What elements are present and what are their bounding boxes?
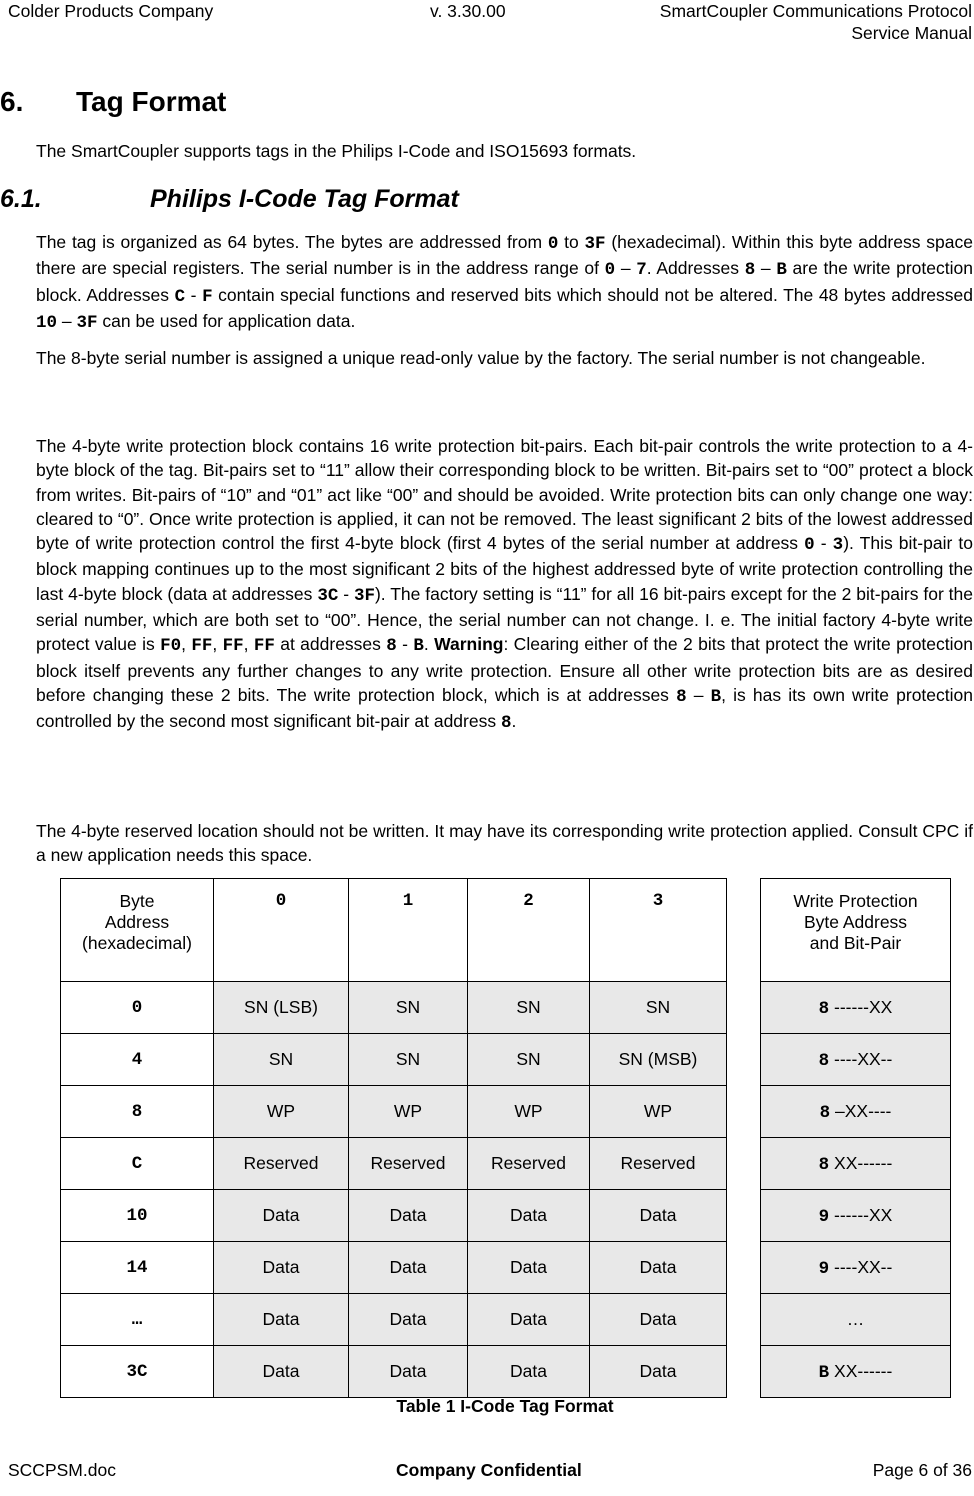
- table-cell: SN: [214, 1034, 349, 1086]
- wp-byte-address: 8: [819, 1102, 831, 1123]
- table-cell: Data: [468, 1242, 590, 1294]
- header-col-2: 2: [468, 879, 590, 982]
- table-cell: SN: [468, 982, 590, 1034]
- row-write-protection: [761, 982, 951, 1034]
- table-cell: Reserved: [349, 1138, 468, 1190]
- wp-bit-pair: ----XX--: [829, 1048, 893, 1069]
- table-cell: Data: [349, 1294, 468, 1346]
- table-row: [61, 1086, 951, 1138]
- wp-bit-pair: ------XX: [829, 996, 893, 1017]
- table-cell: WP: [214, 1086, 349, 1138]
- table-cell: WP: [349, 1086, 468, 1138]
- wp-bit-pair: ------XX: [829, 1204, 893, 1225]
- section-heading: [0, 86, 226, 118]
- paragraph-serial-number: The 8-byte serial number is assigned a unique read-only value by the factory. The serial number is not changeable.: [36, 348, 926, 368]
- table-cell: Data: [214, 1346, 349, 1398]
- footer-page: Page 6 of 36: [872, 1460, 972, 1480]
- wp-bit-pair: XX------: [829, 1152, 893, 1173]
- section-number: 6.: [0, 86, 24, 117]
- table-cell: SN: [590, 982, 727, 1034]
- table-cell: Reserved: [468, 1138, 590, 1190]
- row-address: 8: [61, 1086, 214, 1138]
- header-col-3: 3: [590, 879, 727, 982]
- subsection-title: Philips I-Code Tag Format: [150, 185, 459, 213]
- table-cell: Reserved: [590, 1138, 727, 1190]
- table-row: [61, 1294, 951, 1346]
- wp-bit-pair: ----XX--: [829, 1256, 893, 1277]
- table-cell: Data: [590, 1294, 727, 1346]
- row-address: 3C: [61, 1346, 214, 1398]
- wp-byte-address: 9: [818, 1206, 830, 1227]
- header-write-protection: Write Protection Byte Address and Bit-Pair: [761, 879, 951, 982]
- row-write-protection: [761, 1346, 951, 1398]
- paragraph-write-protection: The 4-byte write protection block contains 16 write protection bit-pairs. Each bit-pair controls the write protection to a 4-byte block of the tag. Bit-pairs set to “11” allow their corresponding block to be written. Bit-pairs set to “00” protect a block from writes. Bit-pairs of “10” and “01” act like “00” and should be avoided. Write protection bits can only change one way: cleared to “0”. Once write protection is applied, it can not be removed. The least significant 2 bits of the lowest addressed byte of write protection control the first 4-byte block (first 4 bytes of the serial number at address 0 - 3). This bit-pair to block mapping continues up to the most significant 2 bits of the highest addressed byte of write protection controlling the last 4-byte block (data at addresses 3C - 3F). The factory setting is “11” for all 16 bit-pairs except for the 2 bit-pairs for the serial number, which are both set to “00”. Hence, the serial number can not change. I. e. The initial factory 4-byte write protect value is F0, FF, FF, FF at addresses 8 - B. Warning: Clearing either of the 2 bits that protect the write protection block itself prevents any further changes to any write protection. Ensure all other write protection bits are as desired before changing these 2 bits. The write protection block, which is at addresses 8 – B, is has its own write protection controlled by the second most significant bit-pair at address 8.: [36, 436, 973, 734]
- wp-byte-address: 8: [818, 998, 830, 1019]
- table-cell: SN (MSB): [590, 1034, 727, 1086]
- table-caption: Table 1 I-Code Tag Format: [396, 1396, 614, 1416]
- table-cell: Data: [349, 1346, 468, 1398]
- wp-byte-address: 8: [818, 1154, 830, 1175]
- row-address: 14: [61, 1242, 214, 1294]
- row-write-protection: [761, 1034, 951, 1086]
- warning-label: Warning: [434, 634, 504, 655]
- header-col-1: 1: [349, 879, 468, 982]
- row-address: 10: [61, 1190, 214, 1242]
- subsection-heading: [0, 185, 459, 214]
- row-address: 0: [61, 982, 214, 1034]
- paragraph-reserved: The 4-byte reserved location should not be written. It may have its corresponding write protection applied. Consult CPC if a new application needs this space.: [36, 821, 973, 866]
- row-write-protection: [761, 1190, 951, 1242]
- header-col-0: 0: [214, 879, 349, 982]
- table-cell: WP: [590, 1086, 727, 1138]
- row-write-protection: [761, 1138, 951, 1190]
- table-cell: Data: [349, 1190, 468, 1242]
- wp-byte-address: 9: [818, 1258, 830, 1279]
- table-cell: Data: [214, 1190, 349, 1242]
- row-write-protection: [761, 1242, 951, 1294]
- header-title: [660, 0, 972, 44]
- table-cell: WP: [468, 1086, 590, 1138]
- table-cell: Data: [468, 1346, 590, 1398]
- header-byte-address: Byte Address (hexadecimal): [61, 879, 214, 982]
- row-address: 4: [61, 1034, 214, 1086]
- footer-confidential: Company Confidential: [396, 1460, 582, 1480]
- header-title-line1: SmartCoupler Communications Protocol: [659, 1, 972, 21]
- table-cell: Data: [468, 1294, 590, 1346]
- table-cell: SN: [349, 982, 468, 1034]
- table-row: [61, 1242, 951, 1294]
- row-write-protection: [761, 1294, 951, 1346]
- table-cell: Reserved: [214, 1138, 349, 1190]
- wp-bit-pair: …: [846, 1308, 865, 1329]
- table-cell: SN: [468, 1034, 590, 1086]
- subsection-number: 6.1.: [0, 185, 42, 213]
- table-cell: SN: [349, 1034, 468, 1086]
- wp-bit-pair: –XX----: [830, 1100, 892, 1121]
- header-title-line2: Service Manual: [851, 23, 972, 43]
- header-company: Colder Products Company: [8, 1, 214, 21]
- row-write-protection: [761, 1086, 951, 1138]
- paragraph-address-map: The tag is organized as 64 bytes. The bytes are addressed from 0 to 3F (hexadecimal). Within this byte address space there are special registers. The serial number is in the address range of 0 – 7. Addresses 8 – B are the write protection block. Addresses C - F contain special functions and reserved bits which should not be altered. The 48 bytes addressed 10 – 3F can be used for application data.: [36, 232, 973, 333]
- wp-byte-address: 8: [818, 1050, 830, 1071]
- table-cell: Data: [468, 1190, 590, 1242]
- wp-bit-pair: XX------: [829, 1360, 893, 1381]
- table-cell: SN (LSB): [214, 982, 349, 1034]
- footer-file: SCCPSM.doc: [8, 1460, 116, 1480]
- section-title: Tag Format: [76, 86, 227, 117]
- table-cell: Data: [590, 1190, 727, 1242]
- table-cell: Data: [590, 1346, 727, 1398]
- table-row: [61, 982, 951, 1034]
- table-cell: Data: [214, 1242, 349, 1294]
- intro-paragraph: The SmartCoupler supports tags in the Philips I-Code and ISO15693 formats.: [36, 141, 637, 161]
- table-cell: Data: [590, 1242, 727, 1294]
- table-row: [61, 1138, 951, 1190]
- table-row: [61, 1190, 951, 1242]
- row-address: …: [61, 1294, 214, 1346]
- table-cell: Data: [349, 1242, 468, 1294]
- table-cell: Data: [214, 1294, 349, 1346]
- wp-byte-address: B: [818, 1362, 830, 1383]
- table-header-row: [61, 879, 951, 982]
- row-address: C: [61, 1138, 214, 1190]
- header-version: v. 3.30.00: [430, 1, 506, 21]
- table-row: [61, 1346, 951, 1398]
- icode-tag-table: [60, 878, 951, 1398]
- table-row: [61, 1034, 951, 1086]
